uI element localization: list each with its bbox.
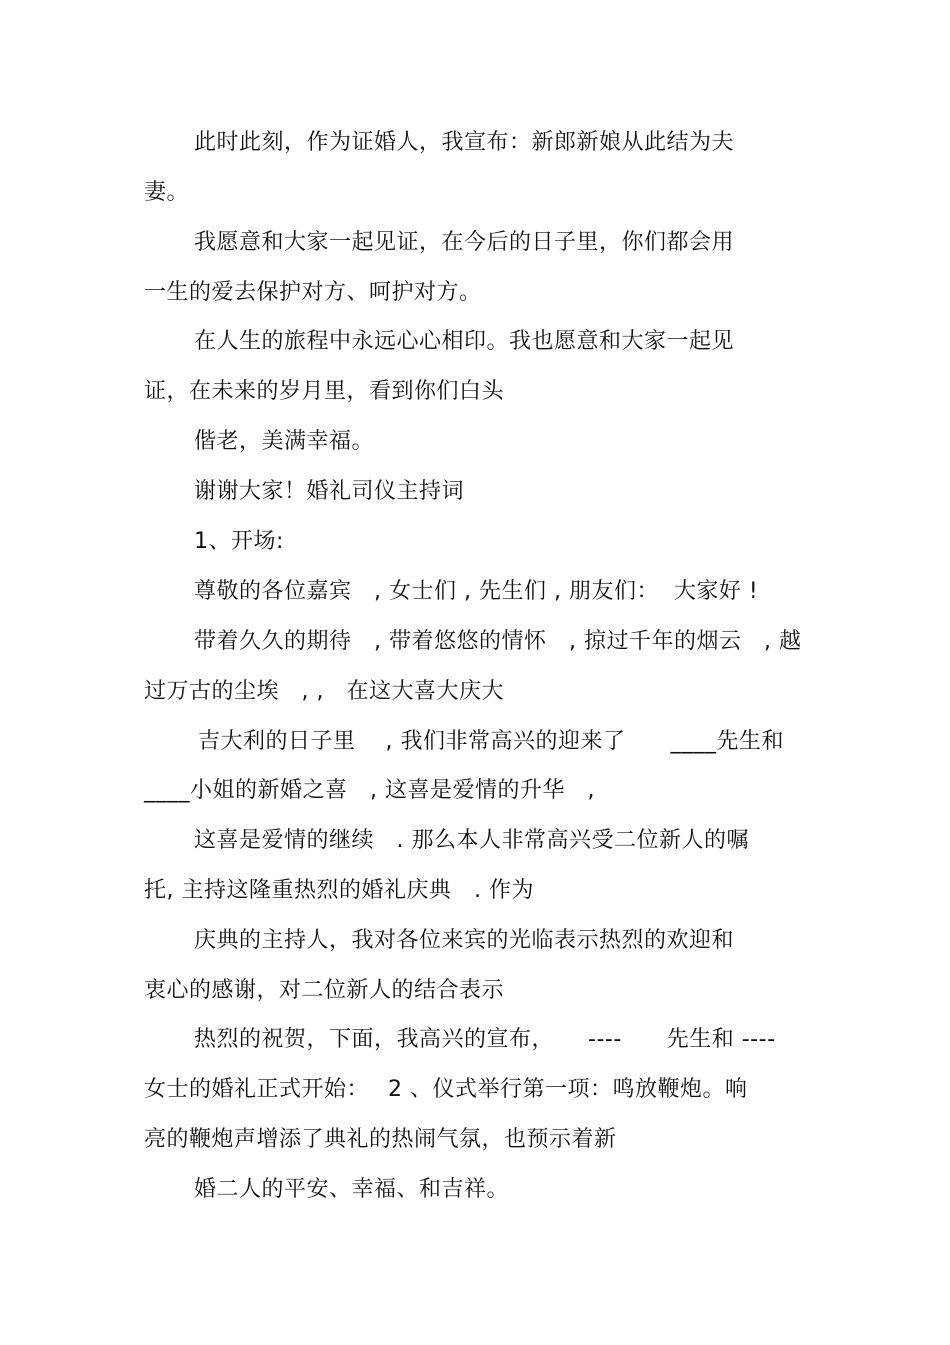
text-line-3: 我愿意和大家一起见证，在今后的日子里，你们都会用: [194, 230, 735, 255]
text-line-1: 此时此刻，作为证婚人，我宣布：新郎新娘从此结为夫: [194, 130, 735, 155]
text-line-16: 托, 主持这隆重热烈的婚礼庆典 . 作为: [144, 878, 534, 903]
text-line-8: 谢谢大家！婚礼司仪主持词: [194, 479, 465, 504]
text-line-2: 妻。: [144, 180, 190, 205]
text-line-5: 在人生的旅程中永远心心相印。我也愿意和大家一起见: [194, 329, 735, 354]
text-line-9: 1、开场:: [194, 529, 284, 554]
text-line-6: 证，在未来的岁月里，看到你们白头: [144, 379, 505, 404]
text-line-18: 衷心的感谢，对二位新人的结合表示: [144, 978, 505, 1003]
text-line-20: 女士的婚礼正式开始： 2 、仪式举行第一项：鸣放鞭炮。响: [144, 1077, 748, 1102]
text-line-10: 尊敬的各位嘉宾 , 女士们 , 先生们 , 朋友们： 大家好 !: [194, 579, 759, 604]
text-line-21: 亮的鞭炮声增添了典礼的热闹气氛，也预示着新: [144, 1127, 617, 1152]
text-line-14: ____小姐的新婚之喜 , 这喜是爱情的升华 ,: [144, 778, 595, 803]
text-line-4: 一生的爱去保护对方、呵护对方。: [144, 280, 482, 305]
text-line-22: 婚二人的平安、幸福、和吉祥。: [194, 1177, 510, 1202]
text-line-12: 过万古的尘埃 , , 在这大喜大庆大: [144, 679, 504, 704]
text-line-19: 热烈的祝贺，下面，我高兴的宣布， ---- 先生和 ----: [194, 1027, 776, 1052]
text-line-7: 偕老，美满幸福。: [194, 429, 375, 454]
text-line-13: 吉大利的日子里 , 我们非常高兴的迎来了 ____先生和: [198, 729, 784, 754]
text-line-11: 带着久久的期待 , 带着悠悠的情怀 , 掠过千年的烟云 , 越: [194, 629, 802, 654]
text-line-15: 这喜是爱情的继续 . 那么本人非常高兴受二位新人的嘱: [194, 828, 749, 853]
text-line-17: 庆典的主持人，我对各位来宾的光临表示热烈的欢迎和: [194, 928, 735, 953]
